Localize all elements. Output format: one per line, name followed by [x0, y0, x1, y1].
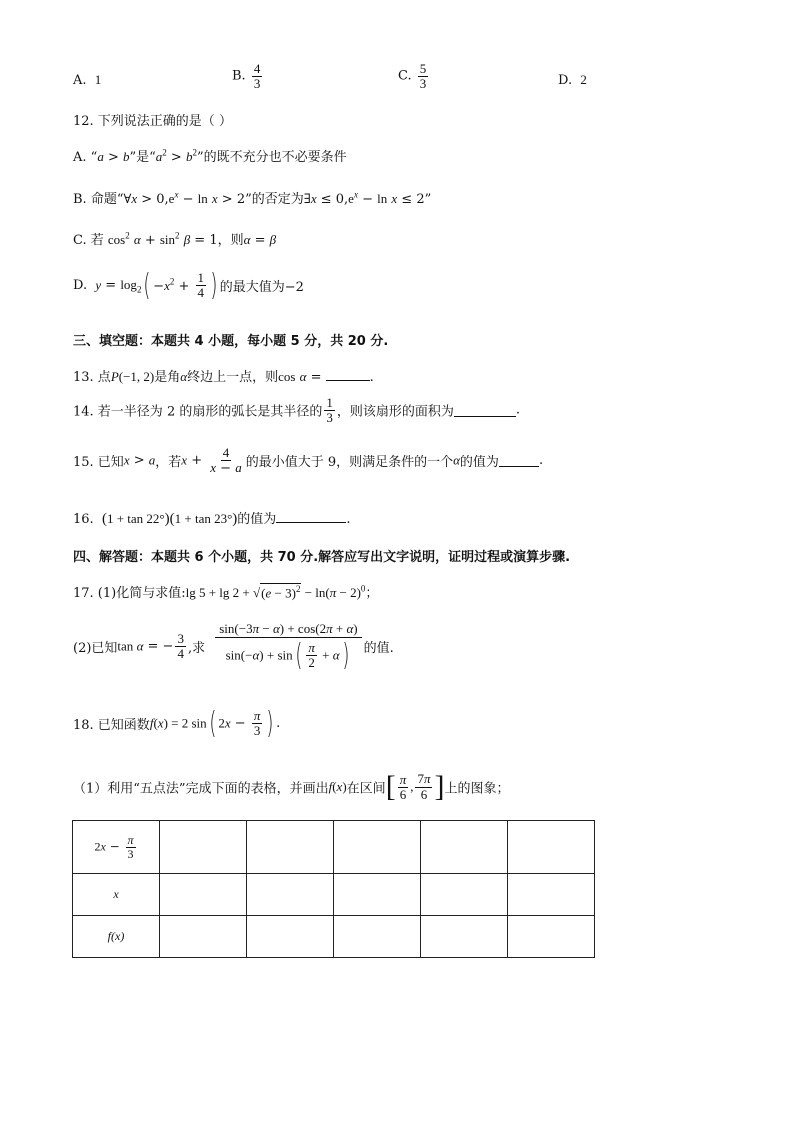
table-cell[interactable] — [421, 916, 508, 958]
question-17-part-2: (2)已知tan α = − $\frac{3}{4}$ ,求 sin(−3π − α) + cos(2π + α) sin(−α) + sin( $\frac{\pi}{2}$ + α) 的值. — [73, 621, 394, 673]
option-b: B. $\frac{4}{3}$ — [232, 61, 261, 91]
table-cell[interactable] — [160, 916, 247, 958]
section-3-heading: 三、填空题：本题共 4 小题，每小题 5 分，共 20 分. — [73, 334, 389, 349]
table-row — [73, 874, 595, 916]
table-cell[interactable] — [160, 821, 247, 874]
option-c: C. $\frac{5}{3}$ — [398, 61, 427, 91]
question-18-part-1: （1）利用“五点法”完成下面的表格，并画出f(x)在区间[ $\frac{\pi}{6}$ , $\frac{7\pi}{6}$ ]上的图象； — [73, 770, 510, 803]
row-label-fx: f(x) — [73, 916, 160, 958]
question-15: 15. 已知x > a，若x + $\frac{4}{x - a}$ 的最小值大于 9，则满足条件的一个α的值为 . — [73, 445, 544, 476]
question-12-stem: 12. 下列说法正确的是（ ） — [73, 114, 232, 129]
five-point-table — [72, 820, 595, 958]
table-cell[interactable] — [508, 874, 595, 916]
table-cell[interactable] — [160, 874, 247, 916]
question-12-option-a: A. “a > b”是“$a^2 > b^2$”的既不充分也不必要条件 — [73, 147, 347, 165]
table-row — [73, 916, 595, 958]
table-cell[interactable] — [421, 821, 508, 874]
question-16: 16. (1 + tan 22°)(1 + tan 23°)的值为 . — [73, 511, 351, 527]
table-cell[interactable] — [508, 916, 595, 958]
table-cell[interactable] — [247, 874, 334, 916]
table-cell[interactable] — [247, 821, 334, 874]
table-cell[interactable] — [334, 916, 421, 958]
question-12-option-b: B. 命题“∀x > $0,e^x - \ln x > 2$”的否定为∃x ≤ $0,e^x - \ln x \le 2$” — [73, 189, 432, 207]
option-d: D. 2 — [558, 72, 587, 88]
table-cell[interactable] — [247, 916, 334, 958]
question-18: 18. 已知函数f(x) = 2 sin( 2x − $\frac{\pi}{3}$ ) . — [73, 706, 281, 741]
table-row — [73, 821, 595, 874]
table-cell[interactable] — [334, 821, 421, 874]
option-a: A. 1 — [73, 72, 102, 88]
table-cell[interactable] — [508, 821, 595, 874]
row-label-2x-minus-pi-over-3: 2x − $\frac{\pi}{3}$ — [73, 821, 160, 874]
question-17-part-1: 17. (1)化简与求值:lg $5 + \lg 2 + √(e - 3)^2 - \ln(\pi - 2)^0$； — [73, 583, 379, 601]
question-12-option-c: C. 若 $\cos^2 \alpha + \sin^2 \beta = 1$，则α = β — [73, 230, 277, 248]
question-13: 13. 点P(−1, 2)是角α终边上一点，则cos α = . — [73, 369, 374, 385]
question-14: 14. 若一半径为 2 的扇形的弧长是其半径的 $\frac{1}{3}$ ，则该扇形的面积为 . — [73, 395, 520, 425]
table-cell[interactable] — [334, 874, 421, 916]
section-4-heading: 四、解答题：本题共 6 个小题，共 70 分.解答应写出文字说明，证明过程或演算步骤. — [73, 550, 571, 565]
question-12-option-d: D. $y = \log_2( -x^2$ + $\frac{1}{4}$ ) 的最大值为−2 — [73, 268, 304, 303]
table-cell[interactable] — [421, 874, 508, 916]
row-label-x: x — [73, 874, 160, 916]
